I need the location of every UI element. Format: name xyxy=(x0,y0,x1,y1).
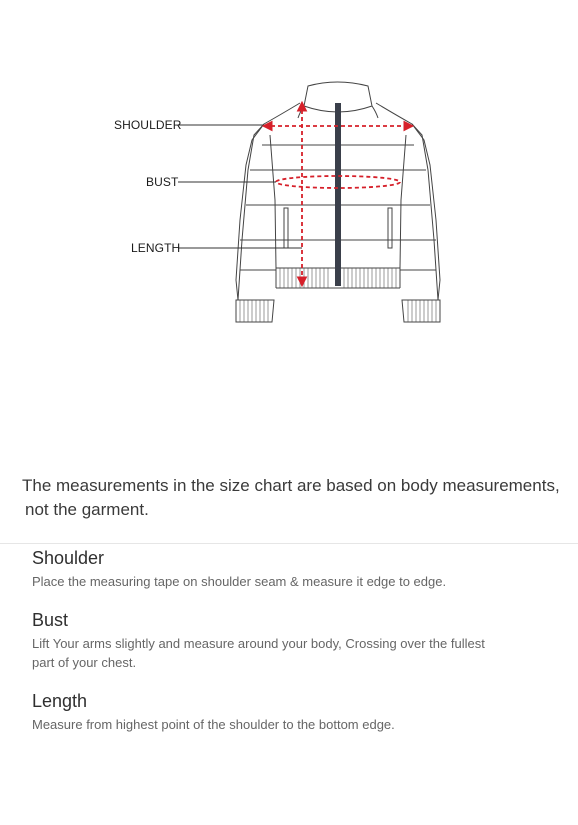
section-description: Measure from highest point of the shoulder to the bottom edge. xyxy=(32,717,395,732)
section-title: Bust xyxy=(32,610,69,630)
section-title: Shoulder xyxy=(32,548,105,568)
section-title: Length xyxy=(32,691,88,711)
divider xyxy=(0,543,578,544)
section-bust xyxy=(32,609,552,672)
bust-label: BUST xyxy=(146,175,179,189)
section-length xyxy=(32,690,552,734)
measurement-note xyxy=(22,474,567,522)
shoulder-label: SHOULDER xyxy=(114,118,182,132)
section-description: Place the measuring tape on shoulder seam & measure it edge to edge. xyxy=(32,574,447,589)
section-shoulder xyxy=(32,547,552,591)
note-line-2: not the garment. xyxy=(25,500,149,519)
length-label: LENGTH xyxy=(131,241,181,255)
section-description: Lift Your arms slightly and measure around your body, Crossing over the fullest part of your chest. xyxy=(32,636,485,670)
note-line-1: The measurements in the size chart are based on body measurements, xyxy=(22,476,560,495)
zipper xyxy=(335,103,341,286)
